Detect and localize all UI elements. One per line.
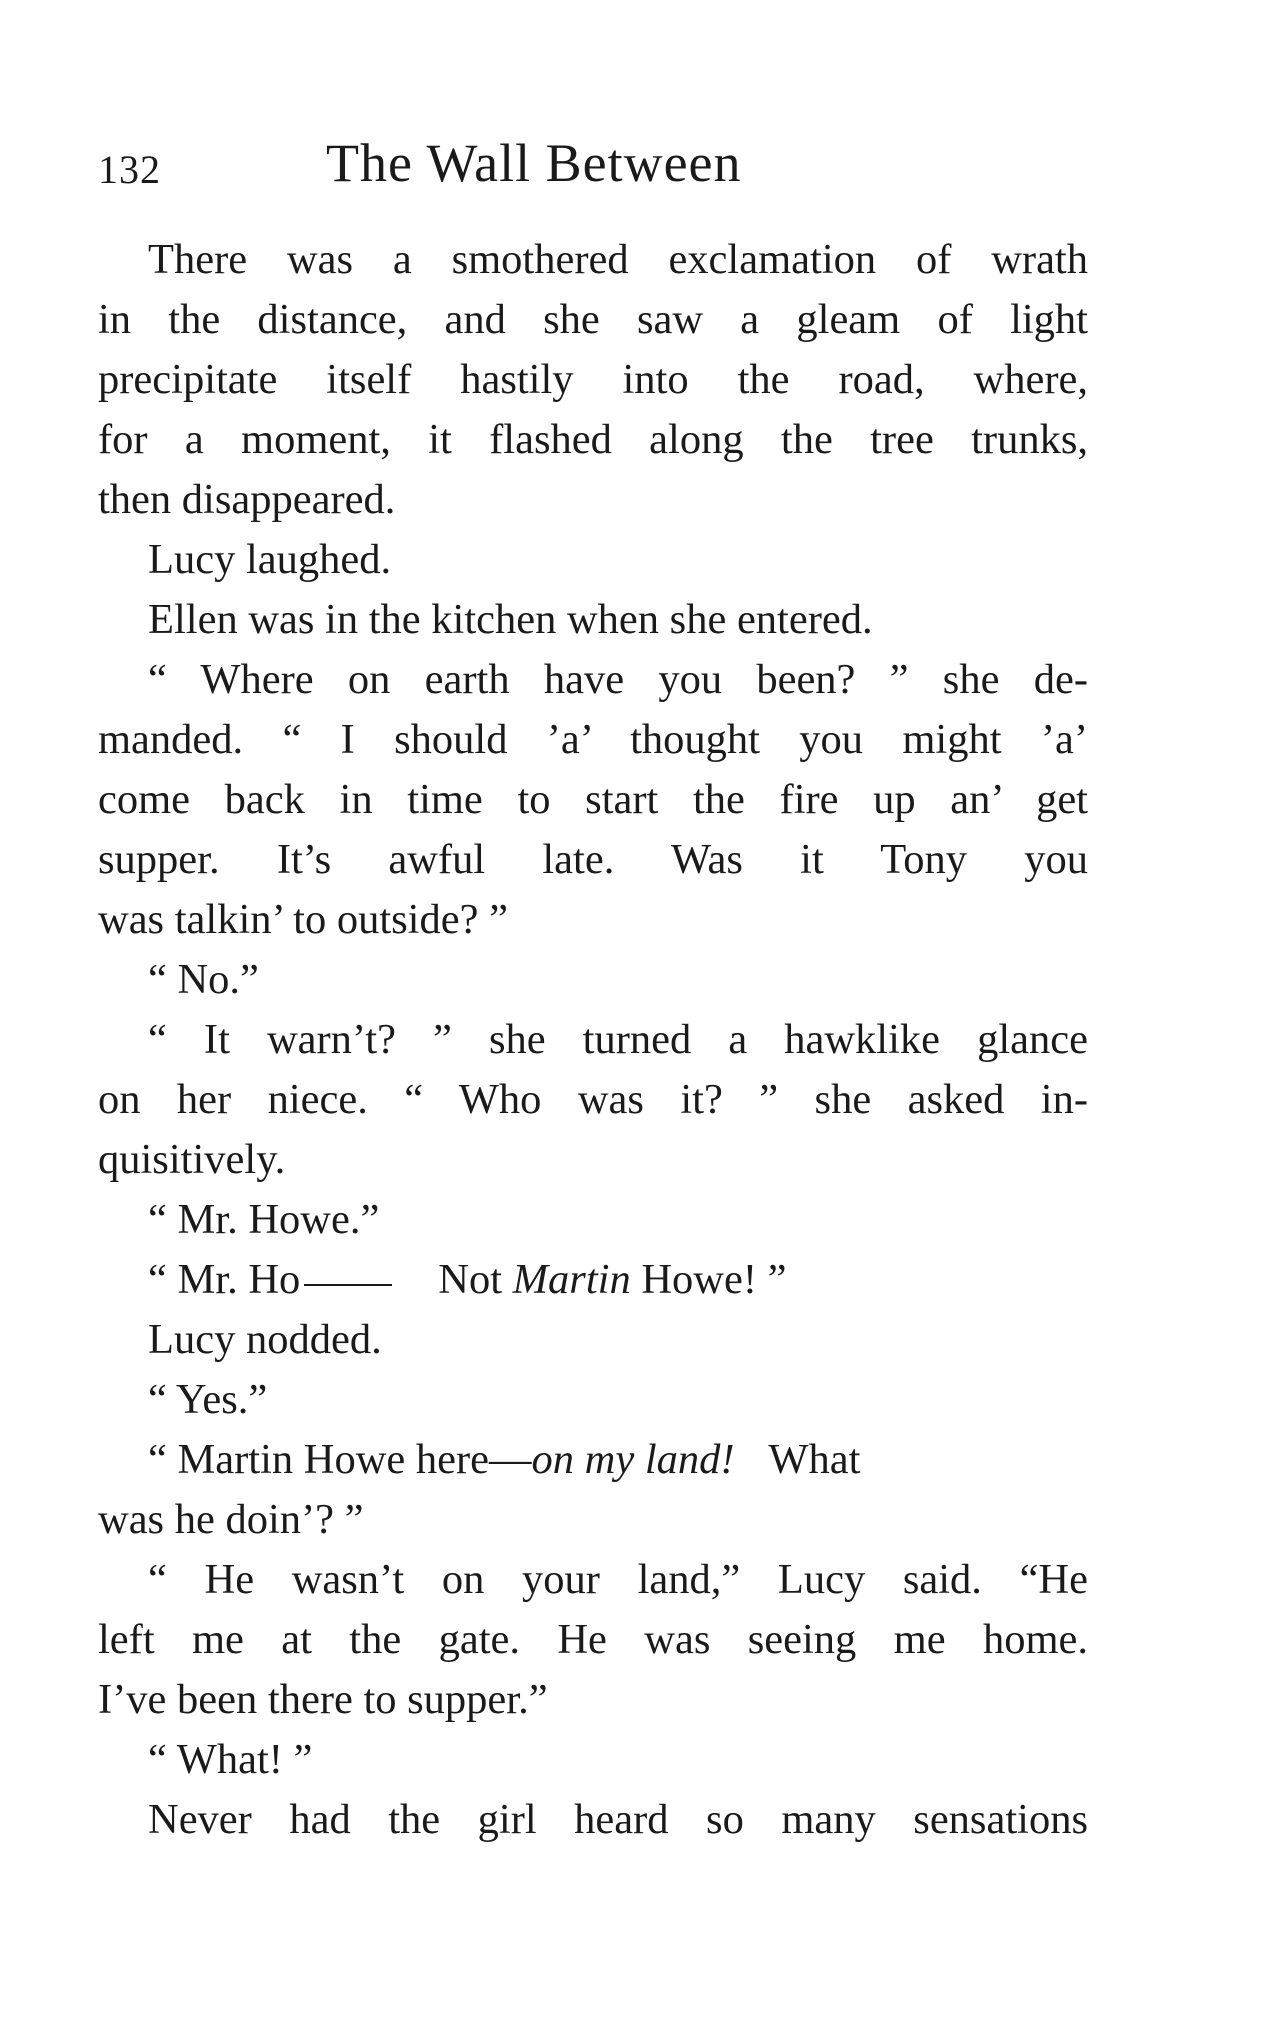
text-line: [98, 1430, 1088, 1490]
text-line: Never had the girl heard so many sensations: [148, 1796, 1088, 1843]
text-line: supper. It’s awful late. Was it Tony you: [98, 836, 1088, 883]
text-segment: “ Martin Howe here—: [148, 1436, 532, 1483]
text-line: precipitate itself hastily into the road, where,: [98, 356, 1088, 403]
italic-text: on my land!: [531, 1436, 735, 1483]
text-line: “ Where on earth have you been? ” she de-: [148, 656, 1088, 703]
text-line: on her niece. “ Who was it? ” she asked in-: [98, 1076, 1088, 1123]
text-line: Lucy laughed.: [148, 536, 392, 583]
text-line: Ellen was in the kitchen when she entered.: [148, 596, 873, 643]
text-line: was talkin’ to outside? ”: [98, 896, 508, 943]
text-segment: Not: [438, 1256, 513, 1303]
text-line: “ What! ”: [148, 1736, 313, 1783]
text-segment: What: [758, 1436, 861, 1483]
text-line: I’ve been there to supper.”: [98, 1676, 548, 1723]
italic-text: Martin: [512, 1256, 631, 1303]
page-header: [98, 132, 1088, 202]
text-line: for a moment, it flashed along the tree trunks,: [98, 416, 1088, 463]
text-line: “ Mr. Howe.”: [148, 1196, 380, 1243]
text-line: quisitively.: [98, 1136, 286, 1183]
text-line: left me at the gate. He was seeing me home.: [98, 1616, 1088, 1663]
text-line: Lucy nodded.: [148, 1316, 382, 1363]
text-line: “ No.”: [148, 956, 259, 1003]
text-line: “ He wasn’t on your land,” Lucy said. “He: [148, 1556, 1088, 1603]
text-line: [98, 1250, 1088, 1310]
text-line: There was a smothered exclamation of wrath: [148, 236, 1088, 283]
text-segment: Howe! ”: [630, 1256, 787, 1303]
text-line: in the distance, and she saw a gleam of light: [98, 296, 1088, 343]
text-line: “ Yes.”: [148, 1376, 268, 1423]
running-title: The Wall Between: [326, 133, 742, 193]
page-number: 132: [98, 147, 161, 192]
text-line: then disappeared.: [98, 476, 396, 523]
em-dash-rule: [304, 1284, 392, 1286]
body-text: [98, 230, 1088, 1850]
text-line: manded. “ I should ’a’ thought you might ’a’: [98, 716, 1088, 763]
text-segment: “ Mr. Ho: [148, 1256, 301, 1303]
text-line: was he doin’? ”: [98, 1496, 364, 1543]
text-line: come back in time to start the fire up an’ get: [98, 776, 1088, 823]
text-line: “ It warn’t? ” she turned a hawklike glance: [148, 1016, 1088, 1063]
